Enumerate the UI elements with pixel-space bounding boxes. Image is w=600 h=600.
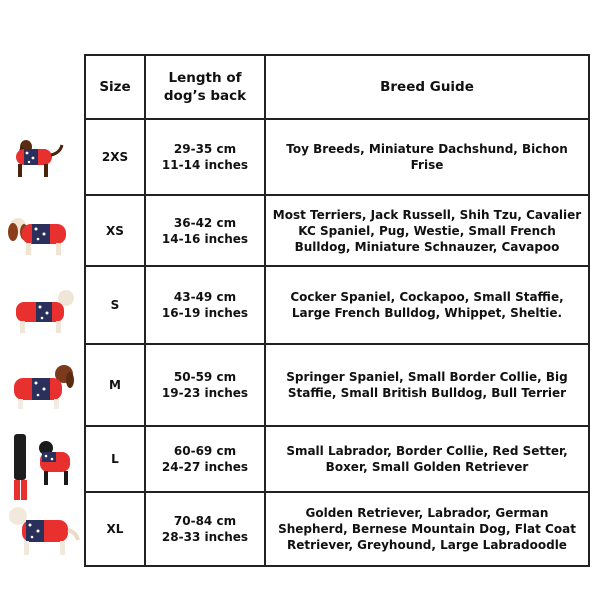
table-header-row xyxy=(85,55,589,119)
breed-cell: Most Terriers, Jack Russell, Shih Tzu, Cavalier KC Spaniel, Pug, Westie, Small French Bulldog, Miniature Schnauzer, Cavapoo xyxy=(265,195,589,266)
breed-cell: Springer Spaniel, Small Border Collie, Big Staffie, Small British Bulldog, Bull Terrier xyxy=(265,344,589,426)
length-inches: 19-23 inches xyxy=(161,386,249,400)
length-inches: 16-19 inches xyxy=(161,306,249,320)
table-row xyxy=(85,119,589,195)
springer-in-coat-icon xyxy=(4,360,80,412)
table-row xyxy=(85,266,589,344)
size-cell: 2XS xyxy=(85,119,145,195)
labrador-with-owner-icon xyxy=(4,432,80,502)
cavalier-in-coat-icon xyxy=(4,208,80,260)
length-cm: 50-59 cm xyxy=(173,370,237,384)
size-cell: S xyxy=(85,266,145,344)
header-size: Size xyxy=(85,55,145,119)
breed-cell: Cocker Spaniel, Cockapoo, Small Staffie, Large French Bulldog, Whippet, Sheltie. xyxy=(265,266,589,344)
length-cm: 43-49 cm xyxy=(173,290,237,304)
length-inches: 24-27 inches xyxy=(161,460,249,474)
length-cell xyxy=(145,492,265,566)
dachshund-in-coat-icon xyxy=(4,131,80,183)
header-length xyxy=(145,55,265,119)
table-row xyxy=(85,492,589,566)
size-cell: L xyxy=(85,426,145,492)
length-cm: 36-42 cm xyxy=(173,215,237,230)
size-cell: XS xyxy=(85,195,145,266)
table-row xyxy=(85,426,589,492)
length-inches: 14-16 inches xyxy=(161,231,249,246)
length-cell xyxy=(145,344,265,426)
cockapoo-in-coat-icon xyxy=(4,286,80,338)
size-guide-table xyxy=(84,54,590,567)
breed-cell: Golden Retriever, Labrador, German Shepherd, Bernese Mountain Dog, Flat Coat Retriever, Greyhound, Large Labradoodle xyxy=(265,492,589,566)
golden-retriever-in-coat-icon xyxy=(4,502,80,560)
length-cell xyxy=(145,266,265,344)
table-row xyxy=(85,195,589,266)
length-inches: 28-33 inches xyxy=(161,530,249,544)
header-breed-guide: Breed Guide xyxy=(265,55,589,119)
dog-image-column xyxy=(0,0,84,600)
header-length-line1: Length of xyxy=(168,70,242,86)
length-cm: 60-69 cm xyxy=(173,444,237,458)
length-cell xyxy=(145,426,265,492)
breed-cell: Small Labrador, Border Collie, Red Setter, Boxer, Small Golden Retriever xyxy=(265,426,589,492)
header-length-line2: dog’s back xyxy=(163,88,247,104)
size-cell: M xyxy=(85,344,145,426)
table-row xyxy=(85,344,589,426)
length-inches: 11-14 inches xyxy=(161,158,249,172)
length-cell xyxy=(145,119,265,195)
length-cm: 70-84 cm xyxy=(173,514,237,528)
length-cm: 29-35 cm xyxy=(173,142,237,156)
length-cell xyxy=(145,195,265,266)
breed-cell: Toy Breeds, Miniature Dachshund, Bichon Frise xyxy=(265,119,589,195)
size-cell: XL xyxy=(85,492,145,566)
